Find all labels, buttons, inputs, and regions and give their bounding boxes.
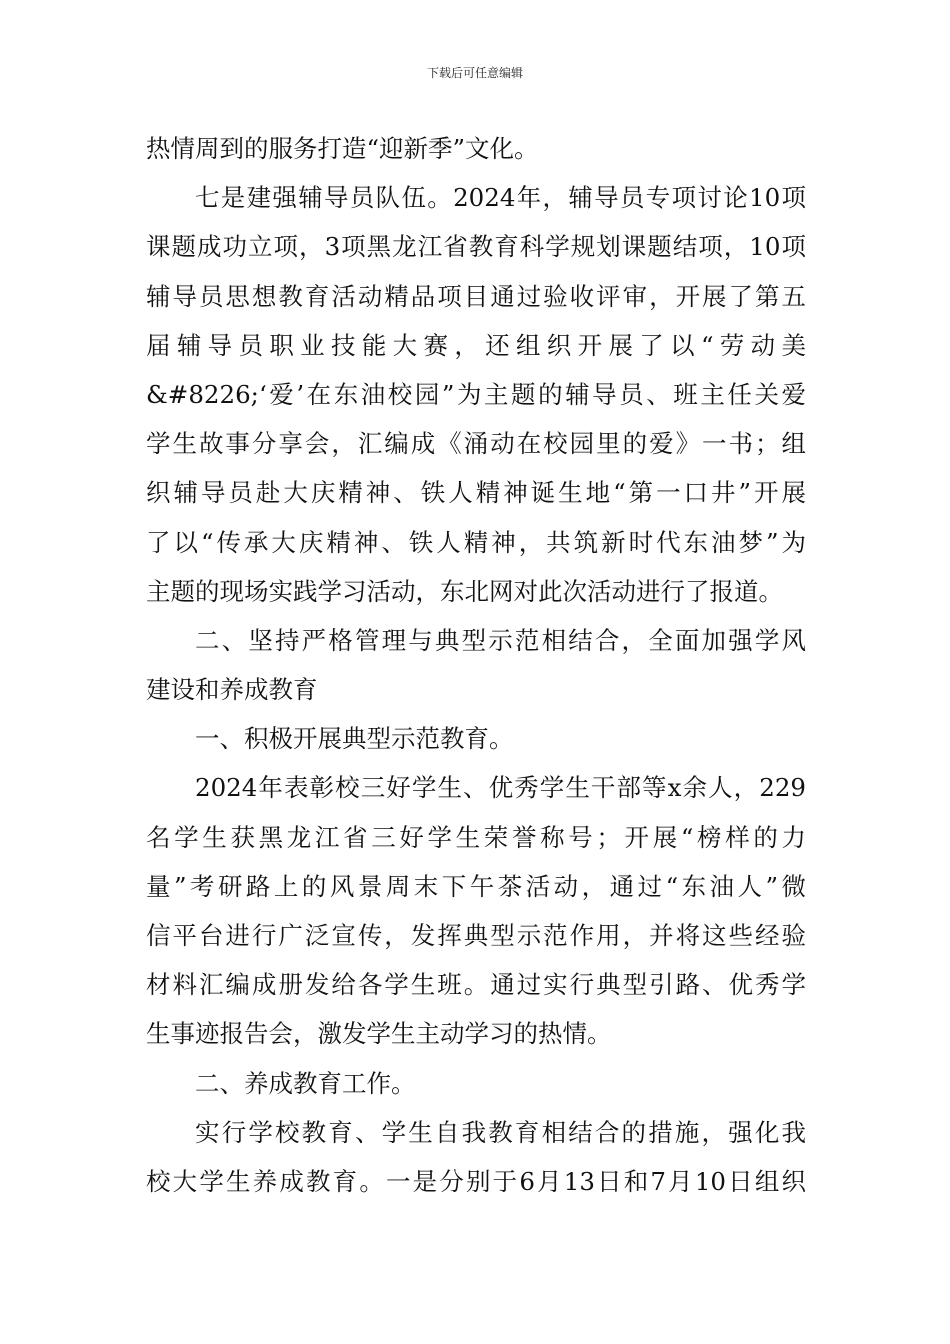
text-line: 材料汇编成册发给各学生班。通过实行典型引路、优秀学 [146,970,806,1000]
text-line: 七是建强辅导员队伍。2024年，辅导员专项讨论10项 [195,183,806,213]
section-heading-line: 二、坚持严格管理与典型示范相结合，全面加强学风 [195,625,806,655]
text-line: 实行学校教育、学生自我教育相结合的措施，强化我 [195,1117,806,1147]
text-line: 热情周到的服务打造“迎新季”文化。 [146,134,539,163]
document-body [146,124,806,1206]
text-line: 课题成功立项，3项黑龙江省教育科学规划课题结项，10项 [146,232,806,262]
text-line: &#8226;‘爱’在东油校园”为主题的辅导员、班主任关爱 [146,379,806,409]
text-line: 织辅导员赴大庆精神、铁人精神诞生地“第一口井”开展 [146,478,806,508]
text-line: 量”考研路上的风景周末下午茶活动，通过“东油人”微 [146,871,806,901]
section-heading-line: 建设和养成教育 [146,675,318,705]
page-header: 下载后可任意编辑 [426,66,523,80]
text-line: 信平台进行广泛宣传，发挥典型示范作用，并将这些经验 [146,921,806,950]
text-line: 校大学生养成教育。一是分别于6月13日和7月10日组织 [146,1166,806,1196]
text-line: 生事迹报告会，激发学生主动学习的热情。 [146,1019,612,1049]
subsection-heading: 一、积极开展典型示范教育。 [195,724,514,754]
text-line: 了以“传承大庆精神、铁人精神，共筑新时代东油梦”为 [146,527,806,557]
text-line: 2024年表彰校三好学生、优秀学生干部等x余人，229 [195,773,806,803]
text-line: 学生故事分享会，汇编成《涌动在校园里的爱》一书；组 [146,429,806,459]
text-line: 辅导员思想教育活动精品项目通过验收评审，开展了第五 [146,281,806,311]
text-line: 届辅导员职业技能大赛，还组织开展了以“劳动美 [146,330,806,360]
subsection-heading: 二、养成教育工作。 [195,1068,416,1098]
text-line: 主题的现场实践学习活动，东北网对此次活动进行了报道。 [146,576,783,606]
text-line: 名学生获黑龙江省三好学生荣誉称号；开展“榜样的力 [146,822,806,852]
